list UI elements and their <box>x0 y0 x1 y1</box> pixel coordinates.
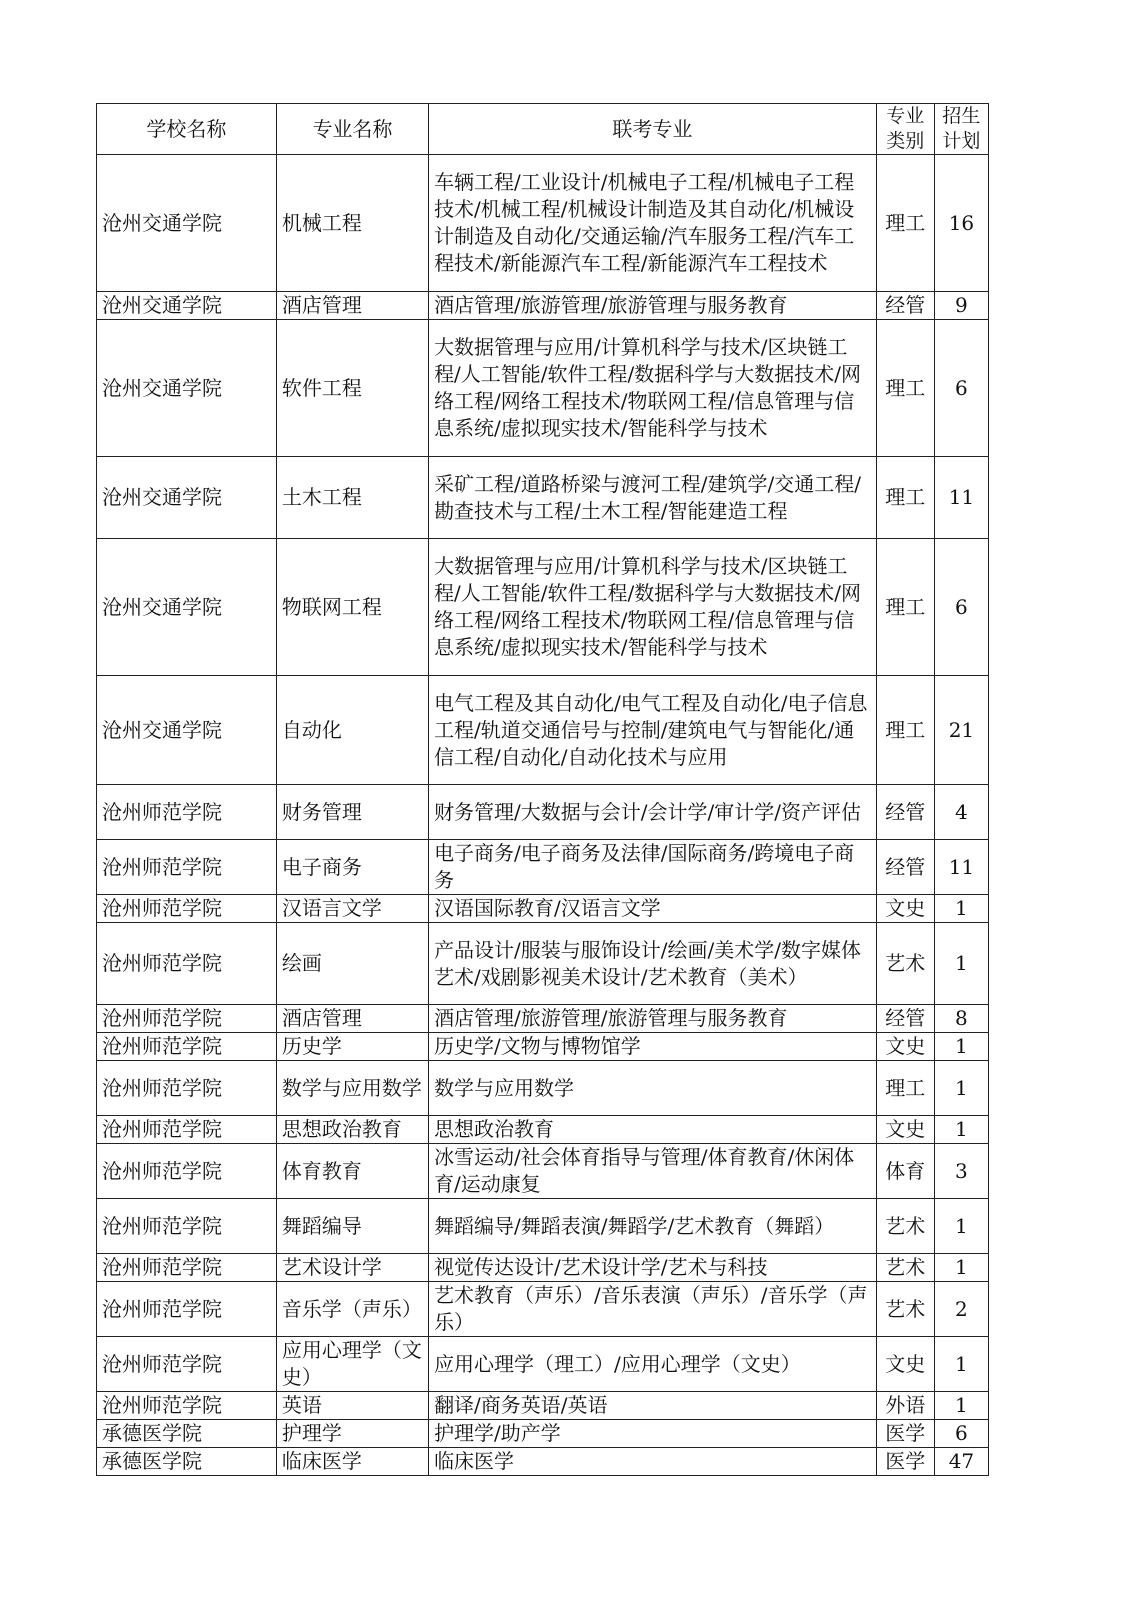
category-cell: 艺术 <box>876 1199 934 1254</box>
school-cell: 沧州师范学院 <box>97 895 277 923</box>
joint-major-cell: 历史学/文物与博物馆学 <box>429 1033 877 1061</box>
category-cell: 医学 <box>876 1420 934 1448</box>
category-cell: 理工 <box>876 320 934 457</box>
header-row <box>97 104 989 155</box>
table-row <box>97 840 989 895</box>
table-row <box>97 1448 989 1476</box>
category-cell: 体育 <box>876 1144 934 1199</box>
joint-major-cell: 大数据管理与应用/计算机科学与技术/区块链工程/人工智能/软件工程/数据科学与大数据技术/网络工程/网络工程技术/物联网工程/信息管理与信息系统/虚拟现实技术/智能科学与技术 <box>429 320 877 457</box>
category-cell: 理工 <box>876 457 934 539</box>
major-cell: 机械工程 <box>276 155 428 292</box>
school-cell: 沧州交通学院 <box>97 320 277 457</box>
joint-major-cell: 思想政治教育 <box>429 1116 877 1144</box>
plan-cell: 1 <box>934 1033 988 1061</box>
header-category: 专业类别 <box>876 104 934 155</box>
major-cell: 护理学 <box>276 1420 428 1448</box>
major-cell: 数学与应用数学 <box>276 1061 428 1116</box>
category-cell: 文史 <box>876 1337 934 1392</box>
school-cell: 沧州师范学院 <box>97 1005 277 1033</box>
table-row <box>97 155 989 292</box>
category-cell: 文史 <box>876 1116 934 1144</box>
major-cell: 临床医学 <box>276 1448 428 1476</box>
major-cell: 软件工程 <box>276 320 428 457</box>
plan-cell: 16 <box>934 155 988 292</box>
table-row <box>97 785 989 840</box>
joint-major-cell: 财务管理/大数据与会计/会计学/审计学/资产评估 <box>429 785 877 840</box>
joint-major-cell: 数学与应用数学 <box>429 1061 877 1116</box>
table-row <box>97 1282 989 1337</box>
plan-cell: 6 <box>934 539 988 676</box>
joint-major-cell: 大数据管理与应用/计算机科学与技术/区块链工程/人工智能/软件工程/数据科学与大数据技术/网络工程/网络工程技术/物联网工程/信息管理与信息系统/虚拟现实技术/智能科学与技术 <box>429 539 877 676</box>
school-cell: 沧州师范学院 <box>97 1282 277 1337</box>
table-row <box>97 320 989 457</box>
major-cell: 土木工程 <box>276 457 428 539</box>
table-row <box>97 1005 989 1033</box>
school-cell: 沧州师范学院 <box>97 785 277 840</box>
school-cell: 沧州交通学院 <box>97 292 277 320</box>
school-cell: 沧州师范学院 <box>97 840 277 895</box>
plan-cell: 1 <box>934 1254 988 1282</box>
school-cell: 沧州师范学院 <box>97 1033 277 1061</box>
school-cell: 沧州师范学院 <box>97 1337 277 1392</box>
plan-cell: 1 <box>934 1337 988 1392</box>
major-cell: 思想政治教育 <box>276 1116 428 1144</box>
school-cell: 沧州师范学院 <box>97 1144 277 1199</box>
plan-cell: 1 <box>934 923 988 1005</box>
joint-major-cell: 汉语国际教育/汉语言文学 <box>429 895 877 923</box>
joint-major-cell: 产品设计/服装与服饰设计/绘画/美术学/数字媒体艺术/戏剧影视美术设计/艺术教育（美术） <box>429 923 877 1005</box>
major-cell: 舞蹈编导 <box>276 1199 428 1254</box>
category-cell: 文史 <box>876 1033 934 1061</box>
admissions-table <box>96 103 989 1476</box>
plan-cell: 1 <box>934 895 988 923</box>
table-row <box>97 1144 989 1199</box>
school-cell: 承德医学院 <box>97 1420 277 1448</box>
plan-cell: 9 <box>934 292 988 320</box>
plan-cell: 6 <box>934 1420 988 1448</box>
joint-major-cell: 视觉传达设计/艺术设计学/艺术与科技 <box>429 1254 877 1282</box>
plan-cell: 4 <box>934 785 988 840</box>
joint-major-cell: 舞蹈编导/舞蹈表演/舞蹈学/艺术教育（舞蹈） <box>429 1199 877 1254</box>
table-row <box>97 1254 989 1282</box>
school-cell: 沧州交通学院 <box>97 155 277 292</box>
major-cell: 酒店管理 <box>276 1005 428 1033</box>
header-major: 专业名称 <box>276 104 428 155</box>
major-cell: 体育教育 <box>276 1144 428 1199</box>
category-cell: 文史 <box>876 895 934 923</box>
category-cell: 经管 <box>876 840 934 895</box>
major-cell: 绘画 <box>276 923 428 1005</box>
category-cell: 艺术 <box>876 1282 934 1337</box>
joint-major-cell: 冰雪运动/社会体育指导与管理/体育教育/休闲体育/运动康复 <box>429 1144 877 1199</box>
school-cell: 承德医学院 <box>97 1448 277 1476</box>
major-cell: 音乐学（声乐） <box>276 1282 428 1337</box>
school-cell: 沧州师范学院 <box>97 1061 277 1116</box>
major-cell: 电子商务 <box>276 840 428 895</box>
plan-cell: 2 <box>934 1282 988 1337</box>
plan-cell: 1 <box>934 1392 988 1420</box>
plan-cell: 1 <box>934 1199 988 1254</box>
joint-major-cell: 电气工程及其自动化/电气工程及自动化/电子信息工程/轨道交通信号与控制/建筑电气与智能化/通信工程/自动化/自动化技术与应用 <box>429 676 877 785</box>
major-cell: 财务管理 <box>276 785 428 840</box>
joint-major-cell: 电子商务/电子商务及法律/国际商务/跨境电子商务 <box>429 840 877 895</box>
header-plan: 招生计划 <box>934 104 988 155</box>
category-cell: 理工 <box>876 539 934 676</box>
table-row <box>97 1033 989 1061</box>
table-body <box>97 155 989 1476</box>
joint-major-cell: 艺术教育（声乐）/音乐表演（声乐）/音乐学（声乐） <box>429 1282 877 1337</box>
joint-major-cell: 车辆工程/工业设计/机械电子工程/机械电子工程技术/机械工程/机械设计制造及其自动化/机械设计制造及自动化/交通运输/汽车服务工程/汽车工程技术/新能源汽车工程/新能源汽车工程技术 <box>429 155 877 292</box>
plan-cell: 8 <box>934 1005 988 1033</box>
header-school: 学校名称 <box>97 104 277 155</box>
table-row <box>97 457 989 539</box>
table-row <box>97 1116 989 1144</box>
plan-cell: 1 <box>934 1116 988 1144</box>
table-row <box>97 895 989 923</box>
joint-major-cell: 酒店管理/旅游管理/旅游管理与服务教育 <box>429 1005 877 1033</box>
major-cell: 应用心理学（文史） <box>276 1337 428 1392</box>
school-cell: 沧州交通学院 <box>97 676 277 785</box>
major-cell: 物联网工程 <box>276 539 428 676</box>
table-row <box>97 292 989 320</box>
category-cell: 理工 <box>876 155 934 292</box>
category-cell: 艺术 <box>876 923 934 1005</box>
school-cell: 沧州师范学院 <box>97 1392 277 1420</box>
major-cell: 酒店管理 <box>276 292 428 320</box>
school-cell: 沧州交通学院 <box>97 457 277 539</box>
major-cell: 自动化 <box>276 676 428 785</box>
joint-major-cell: 临床医学 <box>429 1448 877 1476</box>
category-cell: 艺术 <box>876 1254 934 1282</box>
school-cell: 沧州师范学院 <box>97 1199 277 1254</box>
joint-major-cell: 应用心理学（理工）/应用心理学（文史） <box>429 1337 877 1392</box>
plan-cell: 11 <box>934 457 988 539</box>
joint-major-cell: 酒店管理/旅游管理/旅游管理与服务教育 <box>429 292 877 320</box>
category-cell: 外语 <box>876 1392 934 1420</box>
plan-cell: 6 <box>934 320 988 457</box>
joint-major-cell: 翻译/商务英语/英语 <box>429 1392 877 1420</box>
joint-major-cell: 采矿工程/道路桥梁与渡河工程/建筑学/交通工程/勘查技术与工程/土木工程/智能建造工程 <box>429 457 877 539</box>
school-cell: 沧州交通学院 <box>97 539 277 676</box>
table-row <box>97 1420 989 1448</box>
category-cell: 经管 <box>876 1005 934 1033</box>
table-row <box>97 1199 989 1254</box>
category-cell: 理工 <box>876 1061 934 1116</box>
school-cell: 沧州师范学院 <box>97 1116 277 1144</box>
table-row <box>97 923 989 1005</box>
category-cell: 经管 <box>876 785 934 840</box>
plan-cell: 11 <box>934 840 988 895</box>
major-cell: 汉语言文学 <box>276 895 428 923</box>
table-row <box>97 539 989 676</box>
category-cell: 经管 <box>876 292 934 320</box>
school-cell: 沧州师范学院 <box>97 923 277 1005</box>
table-row <box>97 1337 989 1392</box>
category-cell: 医学 <box>876 1448 934 1476</box>
table-row <box>97 1061 989 1116</box>
joint-major-cell: 护理学/助产学 <box>429 1420 877 1448</box>
school-cell: 沧州师范学院 <box>97 1254 277 1282</box>
plan-cell: 47 <box>934 1448 988 1476</box>
table-row <box>97 1392 989 1420</box>
major-cell: 历史学 <box>276 1033 428 1061</box>
major-cell: 英语 <box>276 1392 428 1420</box>
plan-cell: 1 <box>934 1061 988 1116</box>
category-cell: 理工 <box>876 676 934 785</box>
header-joint-major: 联考专业 <box>429 104 877 155</box>
plan-cell: 3 <box>934 1144 988 1199</box>
table-row <box>97 676 989 785</box>
major-cell: 艺术设计学 <box>276 1254 428 1282</box>
plan-cell: 21 <box>934 676 988 785</box>
